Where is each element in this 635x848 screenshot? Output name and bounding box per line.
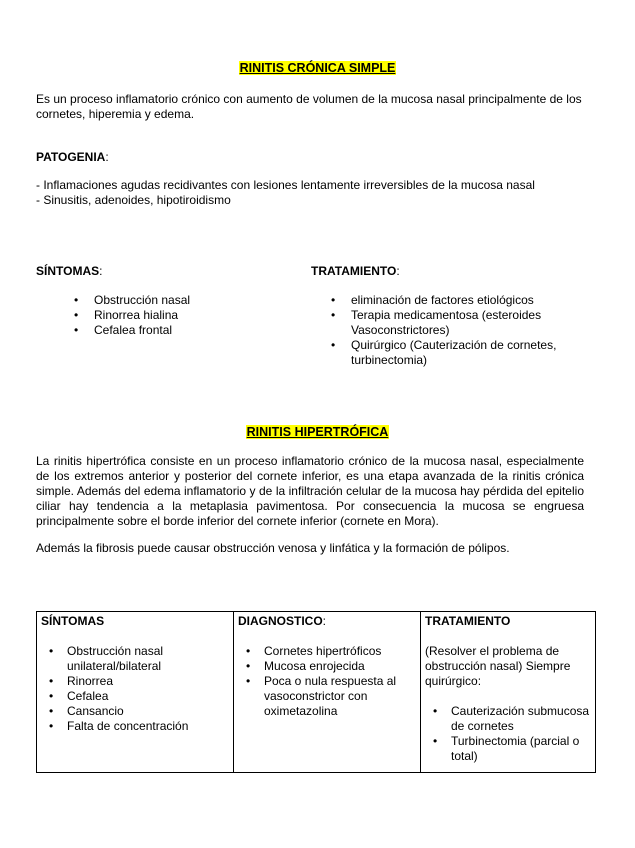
tratamiento-cell-list	[425, 704, 591, 764]
list-item: • Poca o nula respuesta al vasoconstrictor con oximetazolina	[238, 674, 416, 719]
sintomas-cell	[37, 612, 234, 773]
section2-paragraph2: Además la fibrosis puede causar obstrucción venosa y linfática y la formación de pólipos.	[36, 541, 510, 555]
list-item: • Mucosa enrojecida	[238, 659, 416, 674]
list-item: • Cefalea	[41, 689, 229, 704]
patogenia-line: - Inflamaciones agudas recidivantes con lesiones lentamente irreversibles de la mucosa nasal	[36, 178, 535, 192]
section2-title: RINITIS HIPERTRÓFICA	[246, 425, 389, 439]
tratamiento-list	[331, 293, 576, 368]
list-item: • Rinorrea hialina	[74, 308, 244, 323]
tratamiento-note: (Resolver el problema de obstrucción nasal) Siempre quirúrgico:	[425, 644, 571, 688]
list-item: • Terapia medicamentosa (esteroides Vasoconstrictores)	[331, 308, 576, 338]
section2-paragraph1: La rinitis hipertrófica consiste en un proceso inflamatorio crónico de la mucosa nasal, especialmente de los extremos anterior y posterior del cornete inferior, es una etapa avanzada de la rinitis crónica simple. Además del edema inflamatorio y de la infiltración celular de la mucosa hay pérdida del epitelio ciliar hay tendencia a la metaplasia pavimentosa. Por consecuencia la mucosa se engruesa principalmente sobre el borde inferior del cornete inferior (cornete en Mora).	[36, 454, 584, 528]
list-item: • Quirúrgico (Cauterización de cornetes, turbinectomia)	[331, 338, 576, 368]
list-item: • eliminación de factores etiológicos	[331, 293, 576, 308]
list-item: • Rinorrea	[41, 674, 229, 689]
list-item: • Cansancio	[41, 704, 229, 719]
summary-table	[36, 611, 596, 773]
list-item: • Cauterización submucosa de cornetes	[425, 704, 591, 734]
sintomas-cell-header: SÍNTOMAS	[41, 614, 105, 628]
list-item: • Falta de concentración	[41, 719, 229, 734]
patogenia-list	[36, 178, 584, 208]
sintomas-list	[74, 293, 244, 338]
diagnostico-cell	[234, 612, 421, 773]
section1-intro: Es un proceso inflamatorio crónico con aumento de volumen de la mucosa nasal principalmente de los cornetes, hiperemia y edema.	[36, 92, 582, 121]
list-item: • Cefalea frontal	[74, 323, 244, 338]
list-item: • Cornetes hipertróficos	[238, 644, 416, 659]
sintomas-heading: SÍNTOMAS:	[36, 264, 103, 278]
section1-title: RINITIS CRÓNICA SIMPLE	[239, 61, 396, 75]
list-item: • Turbinectomia (parcial o total)	[425, 734, 591, 764]
tratamiento-heading: TRATAMIENTO:	[311, 264, 400, 278]
tratamiento-cell-header: TRATAMIENTO	[425, 614, 511, 628]
list-item: • Obstrucción nasal unilateral/bilateral	[41, 644, 229, 674]
list-item: • Obstrucción nasal	[74, 293, 244, 308]
diagnostico-cell-header: DIAGNOSTICO:	[238, 614, 327, 628]
patogenia-line: - Sinusitis, adenoides, hipotiroidismo	[36, 193, 231, 207]
tratamiento-cell	[421, 612, 596, 773]
patogenia-heading: PATOGENIA:	[36, 150, 109, 164]
sintomas-cell-list	[41, 644, 229, 734]
diagnostico-cell-list	[238, 644, 416, 719]
